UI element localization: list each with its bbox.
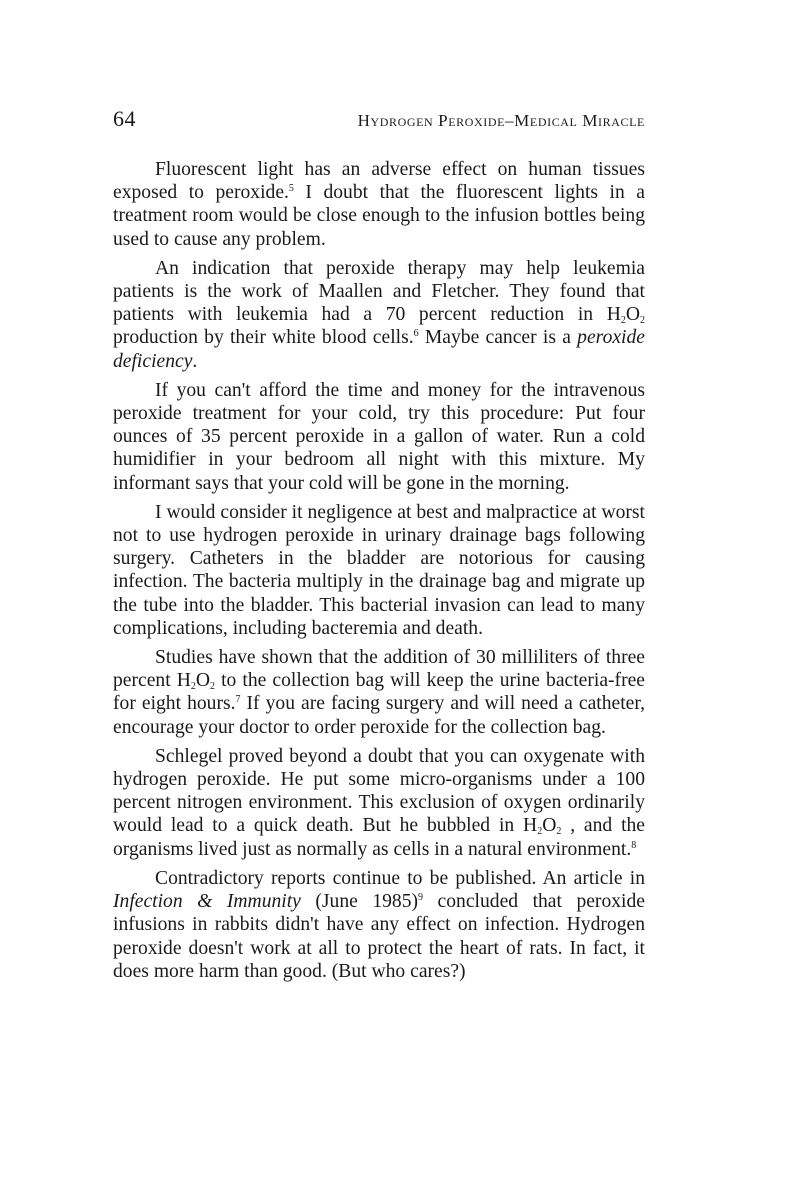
paragraph-text: Contradictory reports continue to be published. An article in [155, 867, 645, 889]
paragraph-text: Fluorescent light has an adverse effect on human tissues exposed to peroxide. [113, 159, 645, 204]
paragraph-text: . [192, 350, 198, 372]
footnote-marker: 9 [418, 892, 424, 904]
paragraph-text: Studies have shown that the addition of 30 milliliters of three percent H [113, 647, 645, 692]
footnote-marker: 8 [631, 839, 637, 851]
paragraph-text: to the collection bag will keep the urine bacteria-free for eight hours. [113, 670, 645, 715]
paragraph-collection-bag [113, 646, 645, 739]
footnote-marker: 5 [288, 183, 294, 195]
paragraph-drainage-bags: I would consider it negligence at best and malpractice at worst not to use hydrogen peroxide in urinary drainage bags following surgery. Catheters in the bladder are notorious for causing infection. The bacteria multiply in the drainage bag and migrate up the tube into the bladder. This bacterial invasion can lead to many complications, including bacteremia and death. [113, 501, 645, 639]
footnote-marker: 6 [413, 328, 419, 340]
footnote-marker: 7 [235, 694, 241, 706]
emphasis-text: peroxide deficiency [113, 327, 645, 372]
paragraph-text: concluded that peroxide infusions in rabbits didn't have any effect on infection. Hydrogen peroxide doesn't work at all to protect the heart of rats. In fact, it does more harm than good. (But who cares?) [113, 891, 645, 982]
paragraph-text: (June 1985) [300, 891, 419, 913]
paragraph-text: production by their white blood cells. [113, 327, 414, 349]
paragraph-cold-treatment: If you can't afford the time and money for the intravenous peroxide treatment for your cold, try this procedure: Put four ounces of 35 percent peroxide in a gallon of water. Run a cold humidifier in your bedroom all night with this mixture. My informant says that your cold will be gone in the morning. [113, 379, 645, 494]
page-number: 64 [113, 106, 136, 131]
paragraph-text: An indication that peroxide therapy may help leukemia patients is the work of Maallen and Fletcher. They found that patients with leukemia had a 70 percent reduction in H [113, 257, 645, 326]
paragraph-text: If you are facing surgery and will need a catheter, encourage your doctor to order peroxide for the collection bag. [113, 693, 645, 738]
paragraph-text: I doubt that the fluorescent lights in a treatment room would be close enough to the infusion bottles being used to cause any problem. [113, 182, 645, 250]
formula-letter: O [542, 815, 557, 837]
journal-title: Infection & Immunity [113, 891, 301, 913]
paragraph-leukemia [113, 257, 645, 373]
formula-subscript: 2 [537, 826, 543, 838]
paragraph-fluorescent-light [113, 158, 645, 251]
formula-subscript: 2 [640, 315, 645, 327]
body-text [113, 158, 645, 983]
running-head [113, 106, 645, 136]
formula-subscript: 2 [190, 681, 196, 693]
formula-subscript: 2 [210, 681, 216, 693]
paragraph-text: , and the organisms lived just as normally as cells in a natural environment. [113, 815, 646, 860]
paragraph-text: Maybe cancer is a [418, 327, 578, 349]
paragraph-text: Schlegel proved beyond a doubt that you can oxygenate with hydrogen peroxide. He put some micro-organisms under a 100 percent nitrogen environment. This exclusion of oxygen ordinarily would lead to a quick death. But he bubbled in H [113, 745, 645, 837]
paragraph-schlegel [113, 745, 645, 861]
running-title: Hydrogen Peroxide–Medical Miracle [357, 111, 645, 130]
book-page [113, 106, 645, 989]
paragraph-contradictory-reports [113, 867, 645, 983]
formula-subscript: 2 [620, 315, 626, 327]
formula-letter: O [195, 670, 211, 692]
formula-letter: O [625, 304, 640, 326]
formula-subscript: 2 [556, 826, 562, 838]
